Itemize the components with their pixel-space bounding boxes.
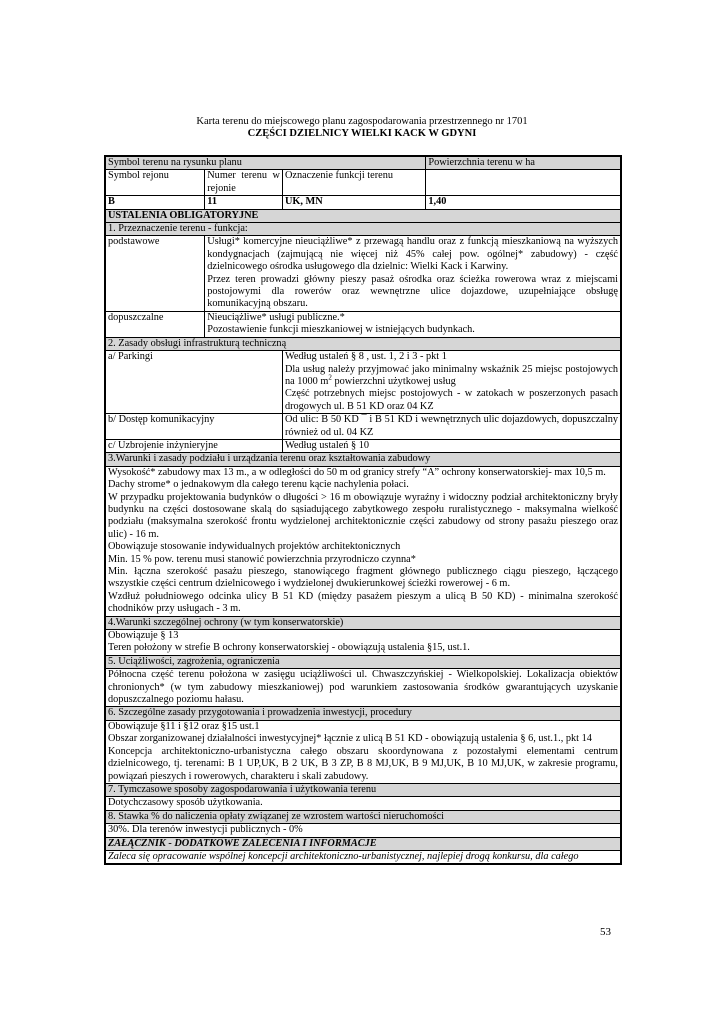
- section-heading-row: [105, 837, 621, 850]
- section-3-body: [105, 466, 621, 616]
- paragraph: Min. łączna szerokość pasażu pieszego, stanowiącego fragment głównego publicznego ciągu pieszego, łączącego wszystkie części centrum dzielnicowego i wydzielonej dwukierunkowej ścieżki rowerowej - 6 m.: [108, 566, 618, 590]
- table-row: [105, 797, 621, 810]
- function-label-cell: Oznaczenie funkcji terenu: [282, 170, 425, 196]
- section-7-title: 7. Tymczasowe sposoby zagospodarowania i użytkowania terenu: [105, 783, 621, 796]
- function-value-cell: UK, MN: [282, 196, 425, 209]
- paragraph: Wzdłuż południowego odcinka ulicy B 51 KD (między pasażem pieszym a ulicą B 50 KD) - minimalna szerokość chodników przy usługach - 3 m.: [108, 590, 618, 615]
- parking-ratio-text: Dla usług należy przyjmować jako minimalny wskaźnik 25 miejsc postojowych na 1000 m: [284, 363, 618, 387]
- obligatory-heading: USTALENIA OBLIGATORYJNE: [105, 209, 621, 222]
- allowed-function-paragraph: Nieuciążliwe* usługi publiczne.*: [207, 311, 345, 323]
- section-heading-row: [105, 209, 621, 222]
- site-card-table: [104, 155, 622, 865]
- parking-text: [282, 351, 621, 414]
- section-title-row: [105, 337, 621, 350]
- table-row: [105, 196, 621, 209]
- utilities-text: Według ustaleń § 10: [282, 439, 621, 452]
- paragraph: Koncepcja architektoniczno-urbanistyczna całego obszaru skoordynowana z pozostałymi elementami centrum dzielnicowego, tj. terenami: B 1 UP,UK, B 2 UK, B 3 ZP, B 8 MJ,UK, B 9 MJ,UK, B 10 MJ,UK, w zakresie programu, powiązań pieszych i rowerowych, charakteru i skali zabudowy.: [108, 745, 618, 782]
- allowed-function-label: dopuszczalne: [105, 311, 205, 337]
- section-7-body: Dotychczasowy sposób użytkowania.: [105, 797, 621, 810]
- table-row: [105, 850, 621, 864]
- section-title-row: [105, 223, 621, 236]
- empty-cell: [426, 170, 621, 196]
- section-1-title: 1. Przeznaczenie terenu - funkcja:: [105, 223, 621, 236]
- plan-title-line: Karta terenu do miejscowego planu zagospodarowania przestrzennego nr 1701: [196, 116, 528, 127]
- access-text: Od ulic: B 50 KD ¯ i B 51 KD i wewnętrznych ulic dojazdowych, dopuszczalny również od ul. 04 KZ: [282, 414, 621, 440]
- parking-paragraph: Część potrzebnych miejsc postojowych - w zatokach w poszerzonych pasach drogowych ul. B 51 KD oraz 04 KZ: [284, 388, 618, 412]
- paragraph: Obowiązuje § 13: [108, 630, 179, 642]
- paragraph: Teren położony w strefie B ochrony konserwatorskiej - obowiązują ustalenia §15, ust.1.: [108, 642, 470, 654]
- number-value-cell: 11: [205, 196, 283, 209]
- paragraph: Min. 15 % pow. terenu musi stanowić powierzchnia przyrodniczo czynna*: [108, 553, 416, 565]
- paragraph: Dachy strome* o jednakowym dla całego terenu kącie nachylenia połaci.: [108, 479, 409, 491]
- section-5-title: 5. Uciążliwości, zagrożenia, ograniczenia: [105, 655, 621, 668]
- table-row: [105, 311, 621, 337]
- section-6-body: [105, 720, 621, 783]
- section-2-title: 2. Zasady obsługi infrastrukturą techniczną: [105, 337, 621, 350]
- parking-paragraph: [285, 364, 618, 389]
- allowed-function-text: [205, 311, 621, 337]
- basic-function-paragraph: Usługi* komercyjne nieuciążliwe* z przewagą handlu oraz z funkcją mieszkaniową na wyższych kondygnacjach (zajmującą nie więcej niż 45% całej pow. ogólnej* zabudowy) - część dzielnicowego ośrodka usługowego dla dzielnic: Wielki Kack i Karwiny.: [207, 236, 618, 273]
- section-8-title: 8. Stawka % do naliczenia opłaty związanej ze wzrostem wartości nieruchomości: [105, 810, 621, 823]
- section-title-row: [105, 707, 621, 720]
- table-row: [105, 669, 621, 707]
- allowed-function-paragraph: Pozostawienie funkcji mieszkaniowej w istniejących budynkach.: [207, 324, 475, 336]
- superscript: 2: [328, 373, 332, 382]
- access-label: b/ Dostęp komunikacyjny: [105, 414, 282, 440]
- section-4-body: [105, 630, 621, 656]
- table-row: [105, 156, 621, 170]
- paragraph: Wysokość* zabudowy max 13 m., a w odległości do 50 m od granicy strefy “A” ochrony konserwatorskiej- max 10,5 m.: [108, 466, 606, 478]
- parking-label: a/ Parkingi: [105, 351, 282, 414]
- section-6-title: 6. Szczególne zasady przygotowania i prowadzenia inwestycji, procedury: [105, 707, 621, 720]
- paragraph: Obowiązuje §11 i §12 oraz §15 ust.1: [108, 720, 260, 732]
- number-label-cell: Numer terenu w rejonie: [205, 170, 283, 196]
- basic-function-paragraph: Przez teren prowadzi główny pieszy pasaż ośrodka oraz ścieżka rowerowa wraz z miejscami postojowymi dla rowerów oraz wewnętrzne ulice dojazdowe, uzupełniające obsługę komunikacyjną obszaru.: [207, 273, 618, 310]
- page-number: 53: [600, 926, 611, 938]
- table-row: [105, 466, 621, 616]
- section-8-body: 30%. Dla terenów inwestycji publicznych - 0%: [105, 824, 621, 837]
- section-title-row: [105, 783, 621, 796]
- area-label-cell: Powierzchnia terenu w ha: [426, 156, 621, 170]
- section-3-title: 3.Warunki i zasady podziału i urządzania terenu oraz kształtowania zabudowy: [105, 453, 621, 466]
- basic-function-text: [205, 236, 621, 311]
- district-title-line: CZĘŚCI DZIELNICY WIELKI KACK W GDYNI: [247, 128, 477, 139]
- region-value-cell: B: [105, 196, 205, 209]
- table-row: [105, 170, 621, 196]
- section-title-row: [105, 655, 621, 668]
- section-title-row: [105, 616, 621, 629]
- table-row: [105, 414, 621, 440]
- parking-paragraph: Według ustaleń § 8 , ust. 1, 2 i 3 - pkt 1: [284, 351, 447, 363]
- section-title-row: [105, 453, 621, 466]
- parking-ratio-text: powierzchni użytkowej usług: [331, 375, 456, 387]
- section-title-row: [105, 810, 621, 823]
- table-row: [105, 236, 621, 311]
- table-row: [105, 630, 621, 656]
- symbol-label-cell: Symbol terenu na rysunku planu: [105, 156, 426, 170]
- basic-function-label: podstawowe: [105, 236, 205, 311]
- table-row: [105, 439, 621, 452]
- region-label-cell: Symbol rejonu: [105, 170, 205, 196]
- section-4-title: 4.Warunki szczególnej ochrony (w tym konserwatorskie): [105, 616, 621, 629]
- table-row: [105, 351, 621, 414]
- area-value-cell: 1,40: [426, 196, 621, 209]
- utilities-label: c/ Uzbrojenie inżynieryjne: [105, 439, 282, 452]
- table-row: [105, 720, 621, 783]
- appendix-text: Zaleca się opracowanie wspólnej koncepcji architektoniczno-urbanistycznej, najlepiej drogą konkursu, dla całego: [105, 850, 621, 864]
- section-5-body: Północna część terenu położona w zasięgu uciążliwości ul. Chwaszczyńskiej - Wielkopolskiej. Lokalizacja obiektów chronionych* (w tym zabudowy mieszkaniowej) pod warunkiem zastosowania środków gwarantujących uzyskanie dopuszczalnego poziomu hałasu.: [105, 669, 621, 707]
- paragraph: Obowiązuje stosowanie indywidualnych projektów architektonicznych: [108, 541, 401, 553]
- paragraph: W przypadku projektowania budynków o długości > 16 m obowiązuje wyraźny i widoczny podział architektoniczny bryły budynku na części dostosowane skalą do sąsiadującego zabytkowego zespołu ruralistycznego - maksymalna wielkość podziału (maksymalna szerokość frontu wydzielonej architektonicznie części zabudowy od strony pasażu pieszego oraz ulic) - 16 m.: [108, 491, 618, 540]
- table-row: [105, 824, 621, 837]
- paragraph: Obszar zorganizowanej działalności inwestycyjnej* łącznie z ulicą B 51 KD - obowiązują ustalenia § 6, ust.1., pkt 14: [108, 733, 592, 745]
- appendix-heading: ZAŁĄCZNIK - DODATKOWE ZALECENIA I INFORMACJE: [105, 837, 621, 850]
